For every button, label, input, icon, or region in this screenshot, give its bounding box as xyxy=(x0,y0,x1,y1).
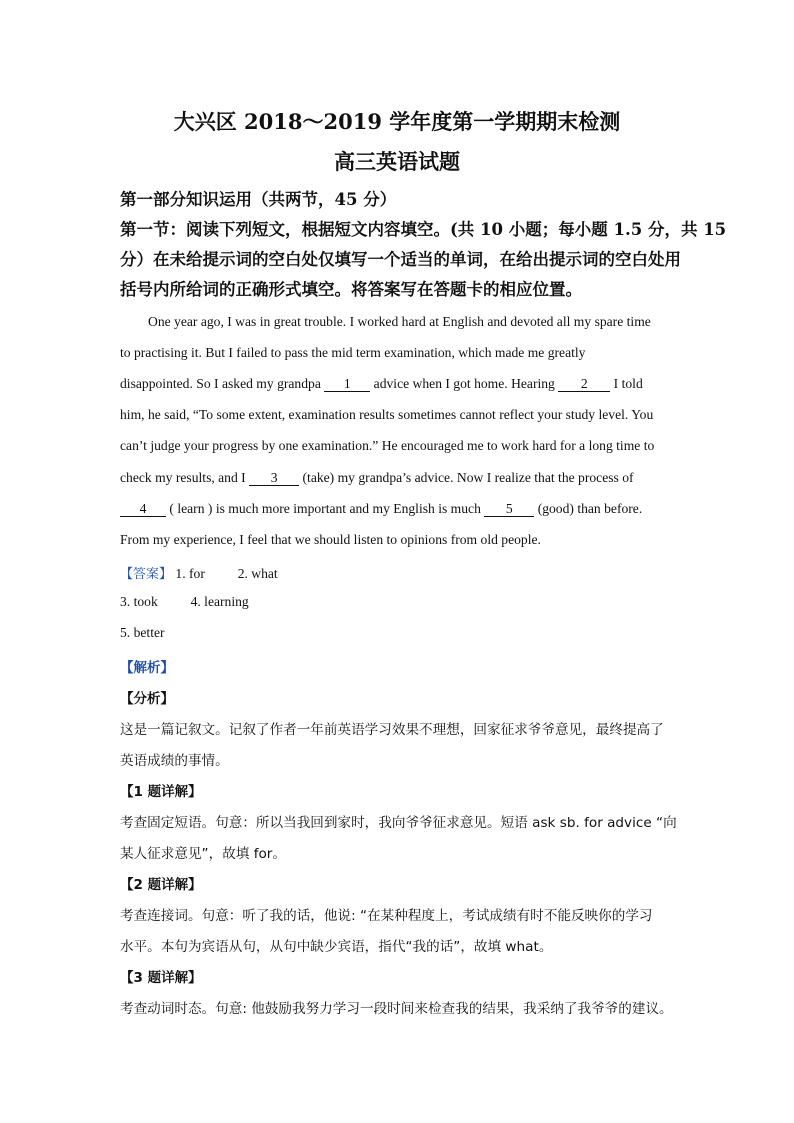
answer-row-1 xyxy=(120,563,278,582)
q1-line-2: 某人征求意见”，故填 for。 xyxy=(120,846,286,862)
page-title: 大兴区 2018～2019 学年度第一学期期末检测 xyxy=(173,109,621,134)
answer-row-2 xyxy=(120,594,249,610)
passage-line-4: him, he said, “To some extent, examination results sometimes cannot reflect your study level. You xyxy=(120,407,654,422)
q1-label: 【1 题详解】 xyxy=(120,784,202,800)
passage-text: I told xyxy=(613,376,643,391)
blank-4: 4 xyxy=(120,502,166,517)
fenxi-label: 【分析】 xyxy=(120,691,174,707)
q2-line-2: 水平。本句为宾语从句，从句中缺少宾语，指代“我的话”，故填 what。 xyxy=(120,939,553,955)
passage-line-5: can’t judge your progress by one examination.” He encouraged me to work hard for a long time to xyxy=(120,438,655,453)
blank-1: 1 xyxy=(324,377,370,392)
passage-text: (take) my grandpa’s advice. Now I realize that the process of xyxy=(302,470,634,485)
answer-2: 2. what xyxy=(237,566,278,581)
q2-line-1: 考查连接词。句意：听了我的话，他说: “在某种程度上，考试成绩有时不能反映你的学习 xyxy=(120,908,653,924)
passage-text: advice when I got home. Hearing xyxy=(373,376,555,391)
passage-text: (good) than before. xyxy=(537,501,643,516)
page-subtitle: 高三英语试题 xyxy=(334,149,460,174)
section-instruction-line-2: 分）在未给提示词的空白处仅填写一个适当的单词，在给出提示词的空白处用 xyxy=(120,250,681,269)
passage-text: disappointed. So I asked my grandpa xyxy=(120,376,321,391)
passage-line-2: to practising it. But I failed to pass the mid term examination, which made me greatly xyxy=(120,345,586,360)
passage-line-8: From my experience, I feel that we should listen to opinions from old people. xyxy=(120,532,541,547)
q2-label: 【2 题详解】 xyxy=(120,877,202,893)
passage-line-3 xyxy=(120,376,680,392)
passage-line-7 xyxy=(120,501,680,517)
answer-1: 1. for xyxy=(175,566,205,581)
answer-3: 3. took xyxy=(120,594,158,609)
passage-text: ( learn ) is much more important and my English is much xyxy=(169,501,481,516)
blank-2: 2 xyxy=(558,377,610,392)
q1-line-1: 考查固定短语。句意：所以当我回到家时，我向爷爷征求意见。短语 ask sb. for advice “向 xyxy=(120,815,677,831)
passage-line-1: One year ago, I was in great trouble. I worked hard at English and devoted all my spare time xyxy=(148,314,651,329)
part-heading: 第一部分知识运用（共两节，45 分） xyxy=(120,190,397,209)
section-instruction-line-3: 括号内所给词的正确形式填空。将答案写在答题卡的相应位置。 xyxy=(120,280,582,299)
passage-text: check my results, and I xyxy=(120,470,246,485)
blank-3: 3 xyxy=(249,471,299,486)
q3-label: 【3 题详解】 xyxy=(120,970,202,986)
section-instruction-line-1: 第一节：阅读下列短文，根据短文内容填空。(共 10 小题；每小题 1.5 分，共 15 xyxy=(120,220,727,239)
answer-row-3 xyxy=(120,625,165,641)
fenxi-line-2: 英语成绩的事情。 xyxy=(120,753,229,769)
answer-5: 5. better xyxy=(120,625,165,640)
answer-4: 4. learning xyxy=(190,594,249,609)
fenxi-line-1: 这是一篇记叙文。记叙了作者一年前英语学习效果不理想，回家征求爷爷意见，最终提高了 xyxy=(120,722,664,738)
blank-5: 5 xyxy=(484,502,534,517)
passage-line-6 xyxy=(120,470,680,486)
q3-line-1: 考查动词时态。句意: 他鼓励我努力学习一段时间来检查我的结果，我采纳了我爷爷的建议。 xyxy=(120,1001,673,1017)
answer-tag: 【答案】 xyxy=(120,567,173,582)
analysis-tag: 【解析】 xyxy=(120,660,174,676)
